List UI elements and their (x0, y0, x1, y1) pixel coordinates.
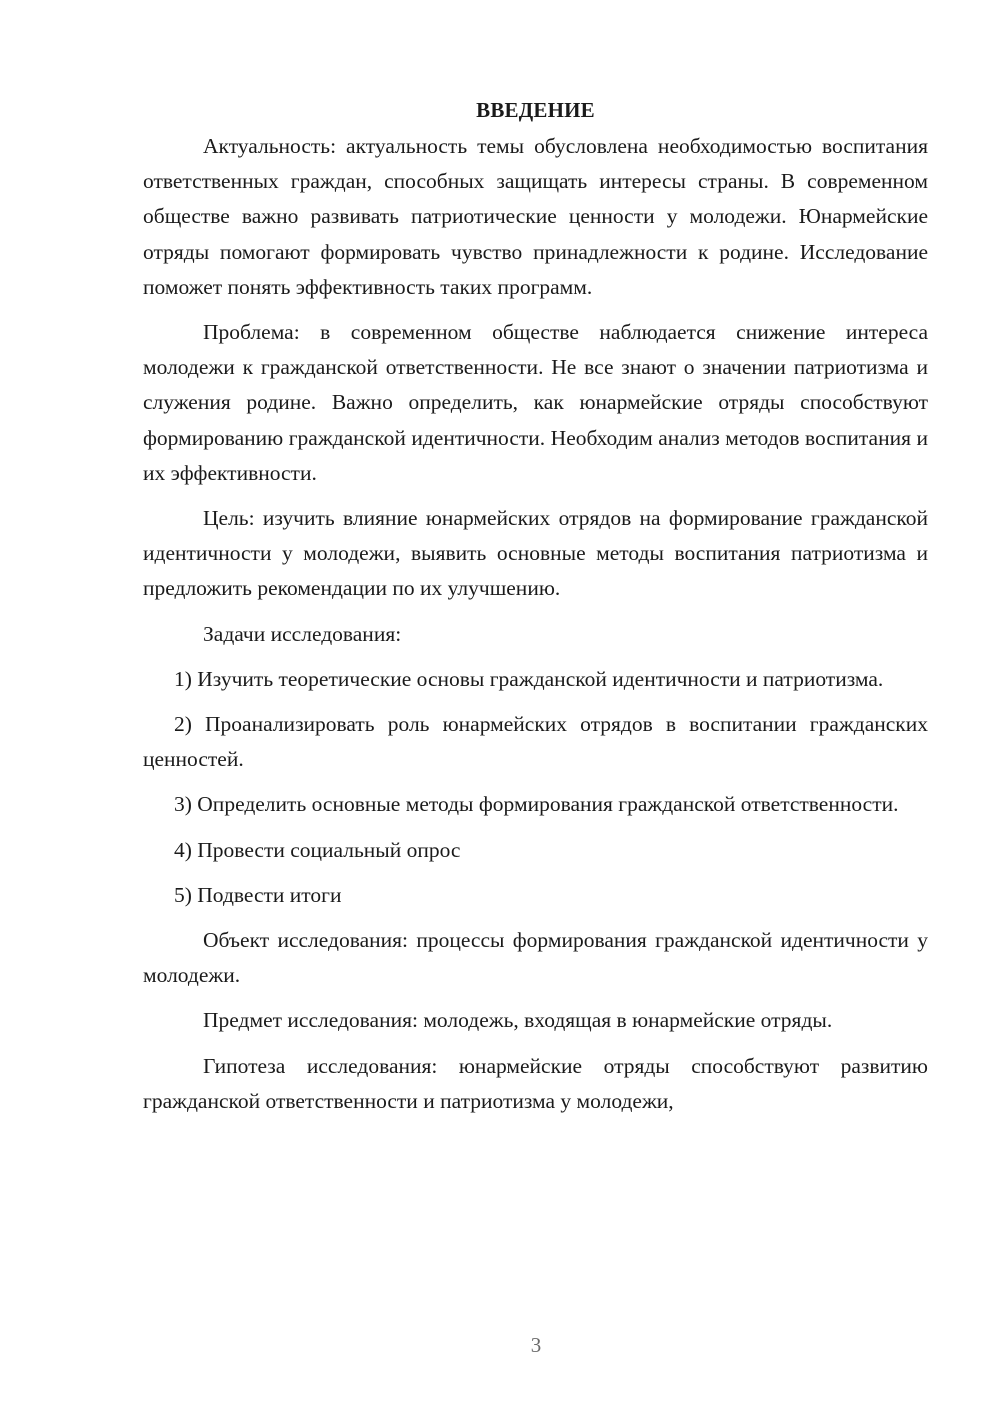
tasks-heading: Задачи исследования: (203, 621, 402, 646)
task-item-2: 2) Проанализировать роль юнармейских отрядов в воспитании гражданских ценностей. (143, 712, 928, 772)
paragraph-object: Объект исследования: процессы формирования гражданской идентичности у молодежи. (143, 928, 928, 988)
paragraph-relevance: Актуальность: актуальность темы обусловлена необходимостью воспитания ответственных граждан, способных защищать интересы страны. В современном обществе важно развивать патриотические ценности у молодежи. Юнармейские отряды помогают формировать чувство принадлежности к родине. Исследование поможет понять эффективность таких программ. (143, 134, 928, 299)
task-item-1: 1) Изучить теоретические основы гражданской идентичности и патриотизма. (174, 666, 884, 691)
paragraph-problem: Проблема: в современном обществе наблюдается снижение интереса молодежи к гражданской ответственности. Не все знают о значении патриотизма и служения родине. Важно определить, как юнармейские отряды способствуют формированию гражданской идентичности. Необходим анализ методов воспитания и их эффективности. (143, 320, 928, 485)
paragraph-subject: Предмет исследования: молодежь, входящая в юнармейские отряды. (203, 1008, 833, 1033)
task-item-4: 4) Провести социальный опрос (174, 837, 461, 862)
paragraph-hypothesis: Гипотеза исследования: юнармейские отряды способствуют развитию гражданской ответственности и патриотизма у молодежи, (143, 1053, 928, 1113)
paragraph-goal: Цель: изучить влияние юнармейских отрядов на формирование гражданской идентичности у молодежи, выявить основные методы воспитания патриотизма и предложить рекомендации по их улучшению. (143, 506, 928, 601)
page-number: 3 (530, 1333, 542, 1357)
section-title: ВВЕДЕНИЕ (476, 98, 595, 122)
task-item-3: 3) Определить основные методы формирования гражданской ответственности. (174, 792, 899, 817)
task-item-5: 5) Подвести итоги (174, 882, 342, 907)
document-page (143, 93, 928, 1119)
